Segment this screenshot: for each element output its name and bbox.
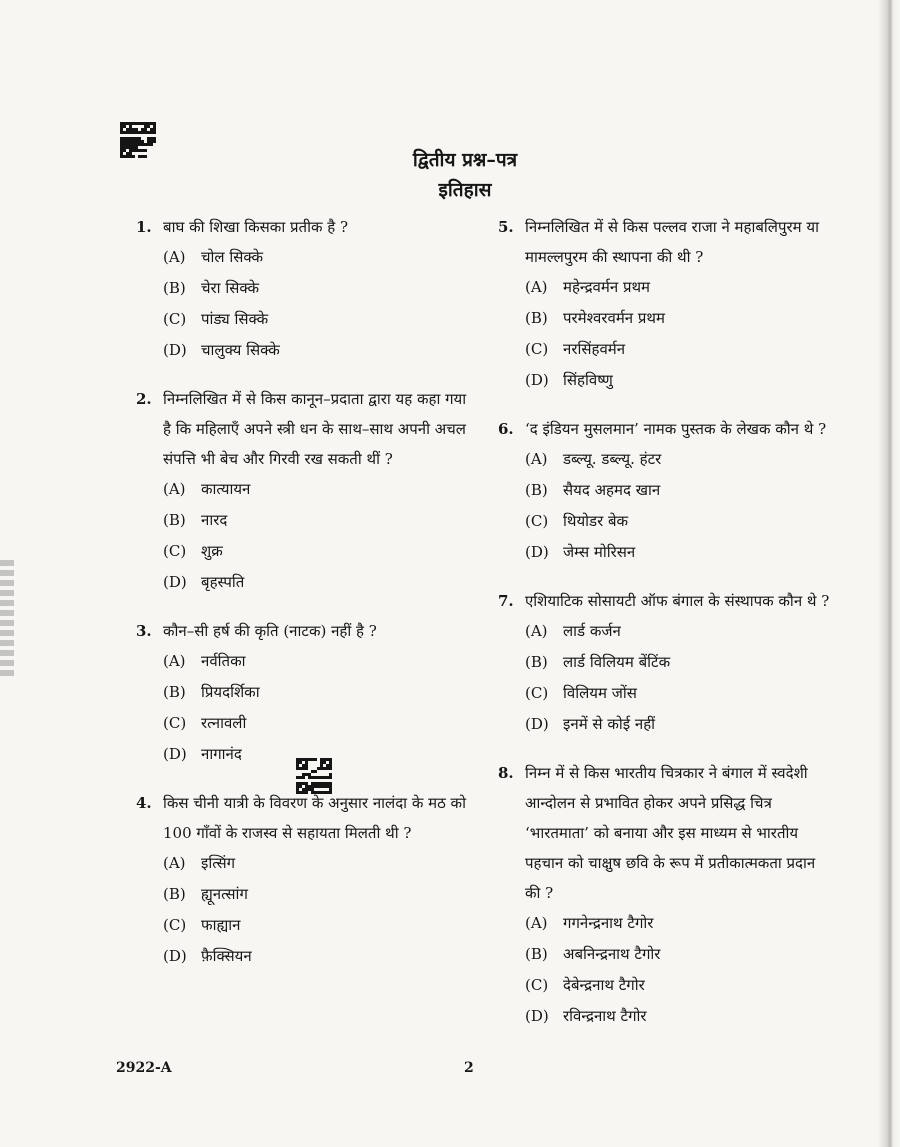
option-label: (C): [525, 340, 549, 358]
answer-option: [525, 537, 833, 568]
option-label: (D): [163, 341, 187, 359]
answer-option: [163, 242, 476, 273]
answer-option: [525, 939, 833, 970]
option-label: (B): [163, 885, 186, 903]
answer-option: [163, 910, 476, 941]
left-column: [136, 212, 476, 990]
option-label: (A): [163, 480, 186, 498]
paper-code: 2922-A: [116, 1060, 172, 1076]
question-line: [136, 616, 476, 646]
option-label: (C): [525, 512, 549, 530]
option-text: फ़ैक्सियन: [201, 947, 252, 965]
option-label: (A): [163, 248, 186, 266]
option-label: (B): [525, 945, 548, 963]
answer-option: [525, 970, 833, 1001]
option-text: थियोडर बेक: [563, 512, 629, 530]
option-text: देबेन्द्रनाथ टैगोर: [563, 976, 645, 994]
answer-option: [525, 334, 833, 365]
option-label: (C): [163, 916, 187, 934]
option-text: सैयद अहमद खान: [563, 481, 661, 499]
option-text: डब्ल्यू. डब्ल्यू. हंटर: [563, 450, 662, 468]
question-line: [136, 384, 476, 474]
answer-option: [525, 444, 833, 475]
question-text: बाघ की शिखा किसका प्रतीक है ?: [163, 218, 349, 236]
question-line: [498, 586, 833, 616]
option-label: (C): [163, 542, 187, 560]
option-label: (D): [163, 573, 187, 591]
question-text: कौन–सी हर्ष की कृति (नाटक) नहीं है ?: [163, 622, 377, 640]
answer-option: [525, 506, 833, 537]
right-column: [498, 212, 833, 1050]
answer-option: [525, 272, 833, 303]
answer-option: [525, 1001, 833, 1032]
option-text: इत्सिंग: [201, 854, 236, 872]
option-label: (B): [525, 653, 548, 671]
question-item: [136, 788, 476, 972]
answer-option: [525, 647, 833, 678]
qr-code-icon: [120, 122, 156, 158]
option-text: जेम्स मोरिसन: [563, 543, 636, 561]
option-text: परमेश्वरवर्मन प्रथम: [563, 309, 665, 327]
question-text: निम्नलिखित में से किस पल्लव राजा ने महाबलिपुरम या मामल्लपुरम की स्थापना की थी ?: [525, 218, 819, 266]
question-item: [136, 212, 476, 366]
option-text: गगनेन्द्रनाथ टैगोर: [563, 914, 654, 932]
question-number: 2.: [136, 390, 152, 408]
option-label: (C): [163, 310, 187, 328]
answer-option: [163, 474, 476, 505]
option-label: (D): [525, 371, 549, 389]
answer-option: [163, 536, 476, 567]
answer-option: [163, 567, 476, 598]
option-label: (A): [525, 450, 548, 468]
option-label: (C): [525, 976, 549, 994]
option-text: शुक्र: [201, 542, 223, 560]
question-item: [136, 616, 476, 770]
option-label: (D): [525, 1007, 549, 1025]
option-text: सिंहविष्णु: [563, 371, 613, 389]
option-text: चेरा सिक्के: [201, 279, 260, 297]
option-text: रविन्द्रनाथ टैगोर: [563, 1007, 647, 1025]
answer-option: [163, 848, 476, 879]
option-text: बृहस्पति: [201, 573, 245, 591]
question-item: [498, 414, 833, 568]
option-label: (D): [525, 715, 549, 733]
option-text: लार्ड विलियम बेंटिंक: [563, 653, 671, 671]
question-number: 8.: [498, 764, 514, 782]
answer-option: [163, 677, 476, 708]
option-text: कात्यायन: [201, 480, 251, 498]
answer-option: [163, 708, 476, 739]
option-label: (A): [163, 854, 186, 872]
option-label: (D): [525, 543, 549, 561]
question-line: [136, 788, 476, 848]
answer-option: [163, 739, 476, 770]
option-label: (A): [525, 914, 548, 932]
option-label: (B): [163, 279, 186, 297]
page-number: 2: [464, 1060, 474, 1076]
option-text: नरसिंहवर्मन: [563, 340, 626, 358]
question-item: [498, 212, 833, 396]
option-label: (D): [163, 947, 187, 965]
paper-title: द्वितीय प्रश्न–पत्र: [412, 149, 518, 171]
answer-option: [163, 646, 476, 677]
option-label: (B): [525, 309, 548, 327]
option-text: पांड्य सिक्के: [201, 310, 269, 328]
option-label: (B): [163, 511, 186, 529]
option-label: (B): [163, 683, 186, 701]
question-number: 5.: [498, 218, 514, 236]
option-label: (A): [525, 622, 548, 640]
answer-option: [525, 678, 833, 709]
question-text: किस चीनी यात्री के विवरण के अनुसार नालंदा के मठ को 100 गाँवों के राजस्व से सहायता मिलती थी ?: [163, 794, 466, 842]
question-line: [136, 212, 476, 242]
option-text: नर्वतिका: [201, 652, 246, 670]
question-number: 7.: [498, 592, 514, 610]
option-text: महेन्द्रवर्मन प्रथम: [563, 278, 651, 296]
question-item: [498, 758, 833, 1032]
option-text: रत्नावली: [201, 714, 247, 732]
question-line: [498, 758, 833, 908]
option-label: (C): [525, 684, 549, 702]
option-text: नागानंद: [201, 745, 242, 763]
question-number: 1.: [136, 218, 152, 236]
answer-option: [525, 709, 833, 740]
page-edge-shadow: [878, 0, 900, 1147]
answer-option: [163, 304, 476, 335]
option-text: नारद: [201, 511, 228, 529]
option-text: अबनिन्द्रनाथ टैगोर: [563, 945, 661, 963]
question-text: निम्नलिखित में से किस कानून–प्रदाता द्वारा यह कहा गया है कि महिलाएँ अपने स्त्री धन के साथ–साथ अपनी अचल संपत्ति भी बेच और गिरवी रख सकती थीं ?: [163, 390, 467, 468]
option-label: (B): [525, 481, 548, 499]
answer-option: [163, 335, 476, 366]
option-text: चोल सिक्के: [201, 248, 264, 266]
answer-option: [163, 505, 476, 536]
question-item: [136, 384, 476, 598]
option-text: ह्यूनत्सांग: [201, 885, 248, 903]
subject-title: इतिहास: [438, 179, 492, 201]
option-text: लार्ड कर्जन: [563, 622, 621, 640]
answer-option: [525, 475, 833, 506]
question-line: [498, 414, 833, 444]
option-label: (C): [163, 714, 187, 732]
answer-option: [525, 908, 833, 939]
question-text: ‘द इंडियन मुसलमान’ नामक पुस्तक के लेखक कौन थे ?: [525, 420, 827, 438]
answer-option: [163, 941, 476, 972]
option-text: विलियम जोंस: [563, 684, 637, 702]
answer-option: [163, 879, 476, 910]
question-number: 3.: [136, 622, 152, 640]
option-label: (A): [525, 278, 548, 296]
answer-option: [163, 273, 476, 304]
question-number: 4.: [136, 794, 152, 812]
answer-option: [525, 365, 833, 396]
question-item: [498, 586, 833, 740]
option-text: चालुक्य सिक्के: [201, 341, 280, 359]
option-label: (D): [163, 745, 187, 763]
answer-option: [525, 303, 833, 334]
question-number: 6.: [498, 420, 514, 438]
option-text: प्रियदर्शिका: [201, 683, 260, 701]
question-line: [498, 212, 833, 272]
option-text: फाह्यान: [201, 916, 241, 934]
option-text: इनमें से कोई नहीं: [563, 715, 656, 733]
question-text: निम्न में से किस भारतीय चित्रकार ने बंगाल में स्वदेशी आन्दोलन से प्रभावित होकर अपने प्रसिद्ध चित्र ‘भारतमाता’ को बनाया और इस माध्यम से भारतीय पहचान को चाक्षुष छवि के रूप में प्रतीकात्मकता प्रदान की ?: [525, 764, 816, 902]
answer-option: [525, 616, 833, 647]
option-label: (A): [163, 652, 186, 670]
question-text: एशियाटिक सोसायटी ऑफ बंगाल के संस्थापक कौन थे ?: [525, 592, 830, 610]
scan-binding-mark: [0, 560, 14, 680]
